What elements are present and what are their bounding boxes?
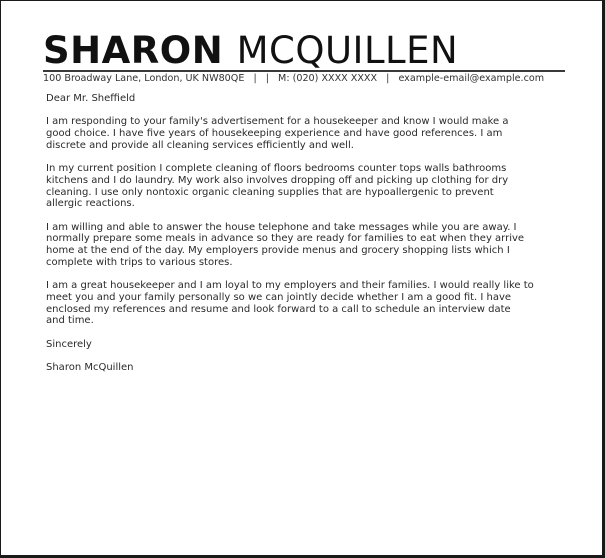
sender-name bbox=[43, 29, 458, 73]
paragraph-line: allergic reactions. bbox=[46, 198, 135, 210]
contact-line bbox=[43, 72, 544, 86]
contact-separator: | bbox=[253, 73, 257, 84]
sender-address: 100 Broadway Lane, London, UK NW80QE bbox=[43, 73, 245, 84]
paragraph-line: I am willing and able to answer the house telephone and take messages while you are away. I bbox=[46, 221, 517, 233]
paragraph-line: I am responding to your family's advertisement for a housekeeper and know I would make a bbox=[46, 116, 509, 128]
paragraph-1 bbox=[46, 116, 581, 151]
paragraph-3 bbox=[46, 222, 581, 269]
paragraph-line: and time. bbox=[46, 315, 94, 327]
paragraph-line: meet you and your family personally so we can jointly decide whether I am a good fit. I have bbox=[46, 291, 512, 303]
paragraph-line: kitchens and I do laundry. My work also involves dropping off and picking up clothing for dry bbox=[46, 174, 509, 186]
contact-separator: | bbox=[265, 73, 269, 84]
paragraph-line: I am a great housekeeper and I am loyal to my employers and their families. I would really like to bbox=[46, 280, 534, 292]
closing: Sincerely bbox=[46, 338, 92, 350]
paragraph-line: cleaning. I use only nontoxic organic cleaning supplies that are hypoallergenic to prevent bbox=[46, 186, 494, 198]
paragraph-4 bbox=[46, 280, 581, 327]
paragraph-line: normally prepare some meals in advance so they are ready for families to eat when they arrive bbox=[46, 233, 525, 245]
signature-name: Sharon McQuillen bbox=[46, 362, 134, 374]
contact-separator: | bbox=[386, 73, 390, 84]
paragraph-line: good choice. I have five years of housekeeping experience and have good references. I am bbox=[46, 128, 503, 140]
paragraph-2 bbox=[46, 163, 581, 210]
letter-body bbox=[46, 93, 581, 374]
salutation: Dear Mr. Sheffield bbox=[46, 93, 136, 104]
paragraph-line: complete with trips to various stores. bbox=[46, 256, 233, 268]
paragraph-line: discrete and provide all cleaning services efficiently and well. bbox=[46, 139, 354, 151]
paragraph-line: enclosed my references and resume and look forward to a call to schedule an interview date bbox=[46, 303, 511, 315]
sender-first-name: SHARON bbox=[43, 29, 224, 72]
sender-phone: M: (020) XXXX XXXX bbox=[278, 73, 378, 84]
paragraph-line: In my current position I complete cleaning of floors bedrooms counter tops walls bathrooms bbox=[46, 163, 507, 175]
sender-email: example-email@example.com bbox=[398, 73, 545, 84]
sender-last-name: MCQUILLEN bbox=[236, 29, 459, 72]
paragraph-line: home at the end of the day. My employers provide menus and grocery shopping lists which I bbox=[46, 245, 510, 257]
